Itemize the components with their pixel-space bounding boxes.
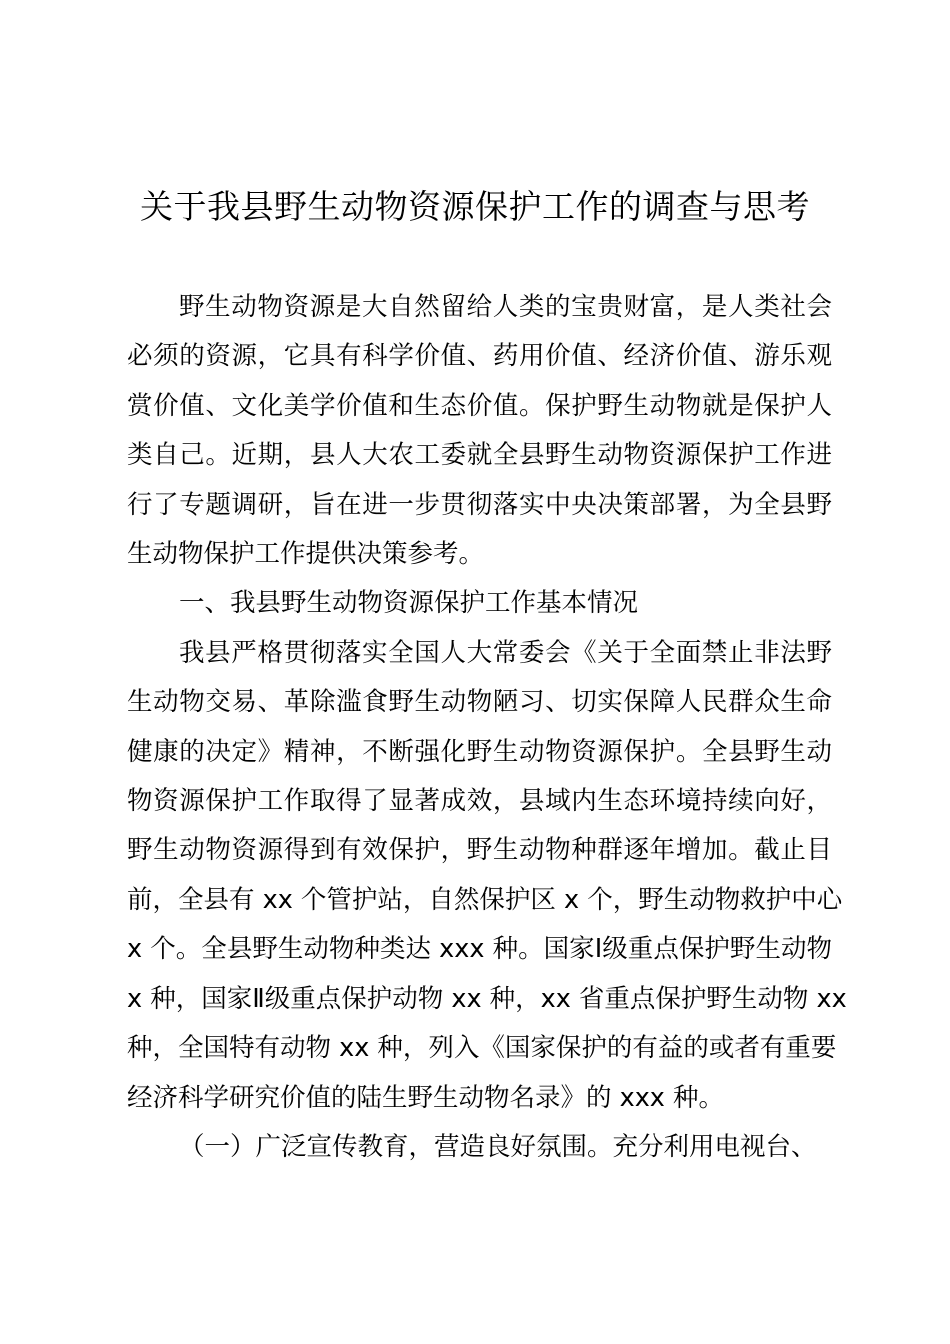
text-line: 必须的资源，它具有科学价值、药用价值、经济价值、游乐观 — [127, 341, 832, 372]
text-line: 野生动物资源是大自然留给人类的宝贵财富，是人类社会 — [179, 292, 832, 322]
paragraph-section-1 — [127, 629, 847, 1123]
text-line: 类自己。近期，县人大农工委就全县野生动物资源保护工作进 — [127, 440, 832, 471]
text-line: 我县严格贯彻落实全国人大常委会《关于全面禁止非法野 — [179, 637, 832, 668]
text-line: 前，全县有 xx 个管护站，自然保护区 x 个，野生动物救护中心 — [127, 884, 843, 915]
text-line: 经济科学研究价值的陆生野生动物名录》的 xxx 种。 — [127, 1082, 724, 1113]
text-line: 生动物保护工作提供决策参考。 — [127, 539, 485, 570]
text-line: 行了专题调研，旨在进一步贯彻落实中央决策部署，为全县野 — [127, 489, 832, 520]
text-line: x 个。全县野生动物种类达 xxx 种。国家Ⅰ级重点保护野生动物 — [127, 934, 832, 965]
section-heading — [127, 579, 832, 628]
text-line: 种，全国特有动物 xx 种，列入《国家保护的有益的或者有重要 — [127, 1033, 837, 1064]
paragraph-intro — [127, 283, 832, 579]
text-line: 野生动物资源得到有效保护，野生动物种群逐年增加。截止目 — [127, 835, 832, 866]
subsection-heading — [127, 1123, 832, 1172]
text-line: 赏价值、文化美学价值和生态价值。保护野生动物就是保护人 — [127, 390, 832, 421]
text-line: 生动物交易、革除滥食野生动物陋习、切实保障人民群众生命 — [127, 687, 832, 718]
document-body — [127, 283, 847, 1172]
document-title: 关于我县野生动物资源保护工作的调查与思考 — [140, 187, 810, 226]
text-line: （一）广泛宣传教育，营造良好氛围。充分利用电视台、 — [179, 1131, 817, 1162]
text-line: x 种，国家Ⅱ级重点保护动物 xx 种，xx 省重点保护野生动物 xx — [127, 983, 847, 1014]
text-line: 健康的决定》精神，不断强化野生动物资源保护。全县野生动 — [127, 736, 832, 767]
text-line: 物资源保护工作取得了显著成效，县域内生态环境持续向好， — [127, 786, 832, 817]
text-line: 一、我县野生动物资源保护工作基本情况 — [179, 588, 639, 619]
